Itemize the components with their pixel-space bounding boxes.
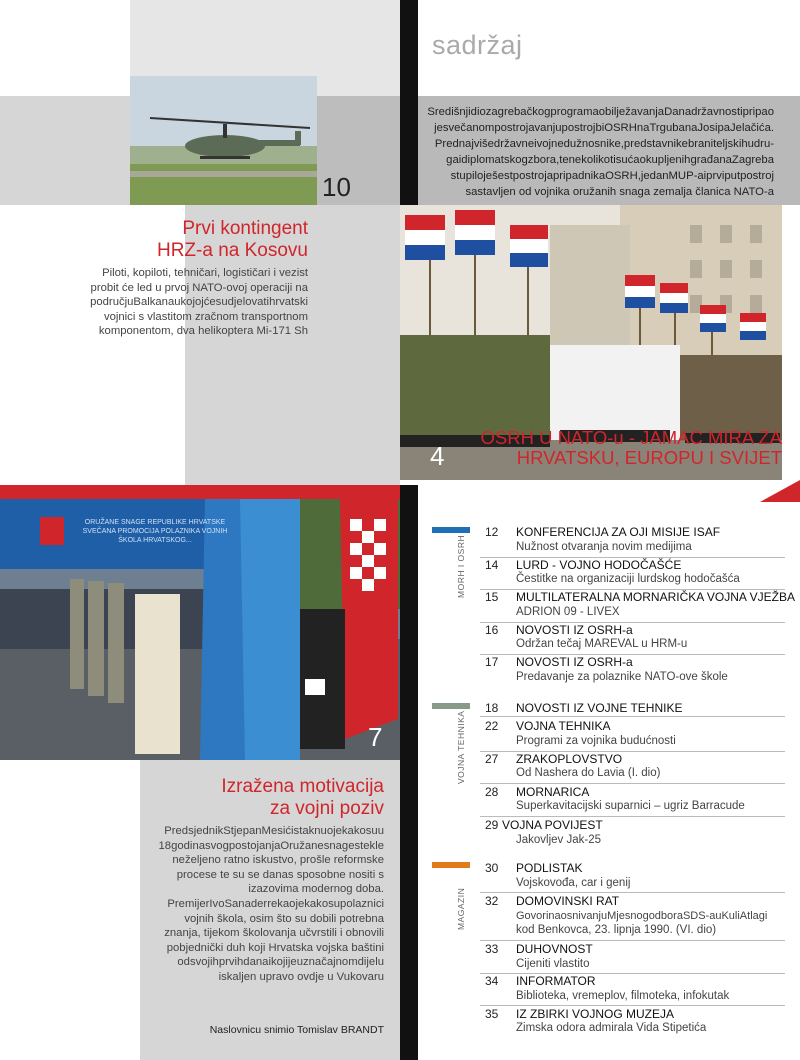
feature-bottom-title [140,776,384,820]
banner-line: ORUŽANE SNAGE REPUBLIKE HRVATSKE [84,519,226,526]
toc-subtitle: Superkavitacijski suparnici – ugriz Barracude [516,800,745,812]
toc-page-number: 28 [485,785,499,799]
toc-subtitle: GovorinaosnivanjuMjesnogodboraSDS-auKuliAtlagi [516,910,768,922]
toc-subtitle: ADRION 09 - LIVEX [516,606,620,618]
toc-divider [480,940,785,941]
center-black-strip-bottom [400,485,418,1060]
section-label-magazin: MAGAZIN [456,887,466,930]
toc-page-number: 12 [485,525,499,539]
toc-subtitle: Programi za vojnika budućnosti [516,735,676,747]
toc-subtitle: Od Nashera do Lavia (I. dio) [516,767,661,779]
section-bar-morh [432,527,470,533]
toc-divider [480,816,785,817]
feature-bottom-body-line: neželjeno ratno iskustvo, prošle reformske [172,854,384,867]
toc-title[interactable]: MORNARICA [516,785,590,799]
feature-main-title-line: OSRH U NATO-u - JAMAC MIRA ZA [480,427,782,448]
header-red-bar [0,485,400,499]
toc-title[interactable]: VOJNA TEHNIKA [516,719,611,733]
feature-top-number: 10 [322,172,351,202]
photo-credit: Naslovnicu snimio Tomislav BRANDT [209,1024,384,1036]
feature-main-number: 4 [430,441,445,471]
toc-divider [480,716,785,717]
toc-subtitle: Cijeniti vlastito [516,958,590,970]
feature-main-title-line: HRVATSKU, EUROPU I SVIJET [516,447,782,468]
red-corner-mark [760,480,800,502]
feature-bottom-body-line: odsvojihprvihdanaikojijeuznačajnomdijelu [177,956,384,969]
toc-page-number: 34 [485,974,499,988]
toc-title[interactable]: DUHOVNOST [516,942,593,956]
feature-bottom-body-line: 18godinasvogpostojanjaOružanesnagestekle [158,839,384,852]
feature-top-title [130,218,308,262]
toc-page-number: 15 [485,590,499,604]
toc-title[interactable]: VOJNA POVIJEST [502,818,603,832]
feature-top-title-line: Prvi kontingent [182,218,308,239]
toc-page-number: 14 [485,558,499,572]
feature-bottom-body-line: vojnih škola, osim što su dobili potrebna [184,912,384,925]
toc-page-number: 22 [485,719,499,733]
toc-divider [480,892,785,893]
toc-divider [480,783,785,784]
feature-top-body-line: komponentom, dva helikoptera Mi-171 Sh [98,325,308,338]
feature-bottom-number: 7 [368,722,383,752]
feature-bottom-body-line: iskaljen upravo ovdje u Vukovaru [218,970,384,983]
center-black-strip-top [400,0,418,205]
bottom-left-white [0,760,140,1060]
feature-top-body-line: vojnici s vlastitom zračnom transportnom [103,310,308,323]
toc-page-number: 16 [485,623,499,637]
toc-title[interactable]: NOVOSTI IZ OSRH-a [516,655,633,669]
toc-divider [480,1005,785,1006]
section-label-tehnika: VOJNA TEHNIKA [456,710,466,784]
banner-line: SVEČANA PROMOCIJA POLAZNIKA VOJNIH ŠKOLA HRVATSKOG... [82,528,228,544]
toc-title[interactable]: PODLISTAK [516,861,583,875]
feature-bottom-body [144,824,384,985]
toc-page-number: 30 [485,861,499,875]
section-bar-tehnika [432,703,470,709]
page-title: sadržaj [432,30,523,60]
feature-top-body-line: probit će led u prvoj NATO-ovoj operaciji na [90,281,308,294]
toc-title[interactable]: NOVOSTI IZ VOJNE TEHNIKE [516,701,683,715]
toc-title[interactable]: DOMOVINSKI RAT [516,894,620,908]
toc-page-number: 18 [485,701,499,715]
toc-page-number: 17 [485,655,499,669]
feature-bottom-body-line: PremijerIvoSanaderrekaojekakosupolaznici [167,897,384,910]
toc-title[interactable]: MULTILATERALNA MORNARIČKA VOJNA VJEŽBA [516,590,795,604]
intro-line: SredišnjidiozagrebačkogprogramaobilježavanjaDanadržavnostipripao [427,106,774,118]
toc-page-number: 32 [485,894,499,908]
helicopter-photo [130,76,317,205]
toc-subtitle: Zimska odora admirala Vida Stipetića [516,1022,707,1034]
feature-top-body-line: Piloti, kopiloti, tehničari, logističari i vezist [102,267,308,279]
intro-text [420,104,774,201]
toc-title[interactable]: ZRAKOPLOVSTVO [516,752,623,766]
intro-line: Predna​jvišedržavneivojnedužnosnike,predstavnikebraniteljskihudru- [434,138,774,151]
feature-bottom-title-line: Izražena motivacija [221,776,384,797]
toc-title[interactable]: INFORMATOR [516,974,596,988]
feature-top-title-line: HRZ-a na Kosovu [156,240,308,261]
toc-subtitle: Čestitke na organizaciji lurdskog hodočašća [516,573,740,585]
intro-line: stupiloješestpostrojapripadnikaOSRH,jedanMUP-aiprviputpostroj [450,170,774,183]
feature-top-body [78,266,308,339]
intro-line: sastavljen od vojnika oružanih snaga zemalja članica NATO-a [465,186,774,199]
feature-bottom-body-line: znanja, tijekom školovanja učvrstili i obnovili [164,927,384,940]
feature-bottom-body-line: izazovima modernog doba. [248,883,384,896]
toc-subtitle: kod Benkovca, 23. lipnja 1990. (VI. dio) [516,924,717,936]
section-label-morh: MORH I OSRH [456,534,466,598]
toc-page-number: 27 [485,752,499,766]
toc-subtitle: Biblioteka, vremeplov, filmoteka, infokutak [516,990,730,1002]
toc-page-number: 29 [485,818,499,832]
feature-bottom-body-line: pobjednički duh koji Hrvatska vojska baštini [166,941,384,954]
toc-page-number: 35 [485,1007,499,1021]
feature-bottom-body-line: PredsjednikStjepanMesićistaknuojekakosuu [164,825,384,837]
intro-line: gaidiplomatskogzbora,tenekolikotisućaokupljenihgrađanaZagreba [446,154,774,167]
toc-title[interactable]: IZ ZBIRKI VOJNOG MUZEJA [516,1007,675,1021]
toc-subtitle: Predavanje za polaznike NATO-ove škole [516,671,728,683]
toc-subtitle: Jakovljev Jak-25 [516,834,602,846]
feature-main-title [452,428,782,468]
toc-page-number: 33 [485,942,499,956]
feature-bottom-title-line: za vojni poziv [269,798,384,819]
toc-subtitle: Vojskovođa, car i genij [516,877,631,889]
toc-subtitle: Nužnost otvaranja novim medijima [516,541,692,553]
toc-subtitle: Održan tečaj MAREVAL u HRM-u [516,638,688,650]
toc-title[interactable]: NOVOSTI IZ OSRH-a [516,623,633,637]
feature-top-body-line: područjuBalkanaukojojćesudjelovatihrvatski [90,296,308,309]
section-bar-magazin [432,862,470,868]
feature-bottom-body-line: procese te su se danas sposobne nositi s [176,868,384,881]
toc-title[interactable]: KONFERENCIJA ZA OJI MISIJE ISAF [516,525,721,539]
top-band-left [0,96,130,205]
ceremony-banner-text [80,518,230,545]
toc-title[interactable]: LURD - VOJNO HODOČAŠĆE [516,558,682,572]
intro-line: jesvečanompostrojavanjupostrojbiOSRHnaTrgubanaJosipaJelačića. [434,122,774,135]
